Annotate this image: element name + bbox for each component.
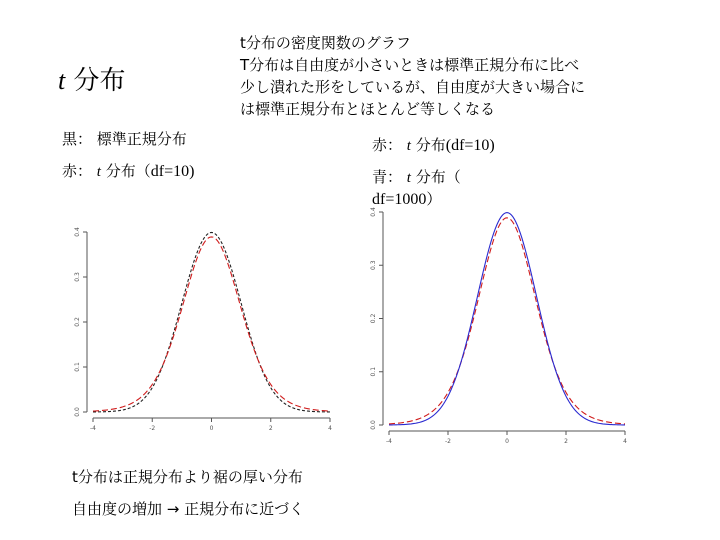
left-legend-df: df=10) <box>150 163 195 180</box>
slide-title <box>58 60 126 97</box>
x-tick-label: 2 <box>268 425 273 432</box>
y-tick-label: 0.4 <box>74 227 81 237</box>
right-legend-df-1: (df=10) <box>445 137 495 154</box>
note-line-1: t分布は正規分布より裾の厚い分布 <box>72 468 303 486</box>
right-legend-t-2: t <box>406 170 411 186</box>
x-tick-label: 4 <box>623 438 627 445</box>
right-legend-mid-1: 分布 <box>410 136 446 154</box>
y-tick-label: 0.2 <box>74 317 81 327</box>
y-tick-label: 0.1 <box>74 362 81 372</box>
right-legend-prefix-1: 赤： <box>372 136 403 154</box>
y-tick-label: 0.3 <box>74 272 81 282</box>
density-curve <box>93 237 330 411</box>
note-line-2-b: 正規分布に近づく <box>179 500 305 518</box>
right-legend-suffix: ） <box>426 190 442 208</box>
arrow-icon: → <box>166 500 180 518</box>
x-tick-label: -4 <box>386 438 392 445</box>
note-line-2 <box>72 498 304 519</box>
left-legend-mid: 分布（ <box>100 162 151 180</box>
title-rest: 分布 <box>65 66 126 96</box>
x-tick-label: 0 <box>505 438 509 445</box>
right-legend-line-2 <box>372 166 461 187</box>
left-legend-prefix: 赤： <box>62 162 93 180</box>
left-legend-line-1: 黒： 標準正規分布 <box>62 130 187 148</box>
right-legend-mid-2: 分布（ <box>410 168 461 186</box>
left-density-chart <box>58 212 348 444</box>
right-legend-prefix-2: 青： <box>372 168 403 186</box>
density-curve <box>93 232 330 411</box>
right-legend-t-1: t <box>406 138 411 154</box>
x-tick-label: -4 <box>90 425 96 432</box>
description-block <box>240 32 680 120</box>
y-tick-label: 0.3 <box>370 260 377 271</box>
y-tick-label: 0.4 <box>370 207 377 217</box>
density-curve <box>389 213 625 425</box>
title-t: t <box>58 66 66 95</box>
description-line-4: は標準正規分布とほとんど等しくなる <box>240 100 496 118</box>
right-legend-line-1 <box>372 134 495 155</box>
x-tick-label: 4 <box>328 425 332 432</box>
x-tick-label: 0 <box>209 425 214 432</box>
left-legend-t: t <box>96 164 101 180</box>
left-legend-line-2 <box>62 160 194 181</box>
right-density-chart <box>355 200 645 452</box>
description-line-3: 少し潰れた形をしているが、自由度が大きい場合に <box>240 78 586 96</box>
y-tick-label: 0.0 <box>74 407 81 417</box>
x-tick-label: -2 <box>445 438 451 445</box>
y-tick-label: 0.2 <box>370 313 377 324</box>
density-curve <box>389 218 625 424</box>
y-tick-label: 0.1 <box>370 366 377 377</box>
y-tick-label: 0.0 <box>370 420 377 430</box>
description-line-2: T分布は自由度が小さいときは標準正規分布に比べ <box>240 56 580 74</box>
x-tick-label: -2 <box>149 425 156 432</box>
right-legend-df-2: df=1000 <box>372 191 427 208</box>
note-line-2-a: 自由度の増加 <box>72 500 167 518</box>
x-tick-label: 2 <box>564 438 568 445</box>
description-line-1: t分布の密度関数のグラフ <box>240 34 411 52</box>
